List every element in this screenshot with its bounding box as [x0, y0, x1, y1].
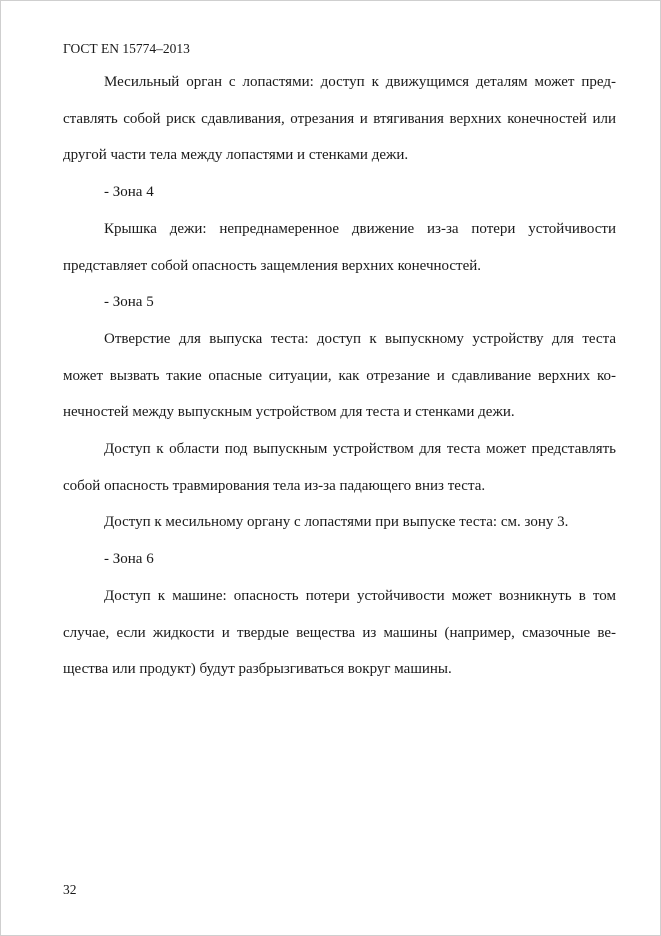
paragraph-machine-access: Доступ к машине: опасность потери устойчивости может возникнуть в том случае, если жидкости и твердые вещества из машины (например, смазочные вещества или продукт) будут разбрызгиваться вокруг машины. [63, 587, 616, 678]
page-number: 32 [63, 882, 77, 897]
page-header-standard: ГОСТ EN 15774–2013 [63, 41, 190, 56]
paragraph-kneading-tool-discharge: Доступ к месильному органу с лопастями при выпуске теста: см. зону 3. [104, 514, 569, 531]
paragraph-kneading-tool: Месильный орган с лопастями: доступ к движущимся деталям может представлять собой риск сдавливания, отрезания и втягивания верхних конечностей или другой части тела между лопастями и стенками дежи. [63, 74, 616, 164]
paragraph-dough-outlet: Отверстие для выпуска теста: доступ к выпускному устройству для теста может вызвать такие опасные ситуации, как отрезание и сдавливание верхних конечностей между выпускным устройством для теста и стенками дежи. [63, 330, 616, 421]
zone-6-heading: - Зона 6 [104, 551, 154, 568]
document-body [63, 64, 616, 688]
paragraph-bowl-lid: Крышка дежи: непреднамеренное движение из-за потери устойчивости представляет собой опасность защемления верхних конечностей. [63, 220, 616, 274]
zone-4-heading: - Зона 4 [104, 184, 154, 201]
paragraph-area-under-outlet: Доступ к области под выпускным устройством для теста может представлять собой опасность травмирования тела из-за падающего вниз теста. [63, 441, 616, 494]
zone-5-heading: - Зона 5 [104, 294, 154, 311]
